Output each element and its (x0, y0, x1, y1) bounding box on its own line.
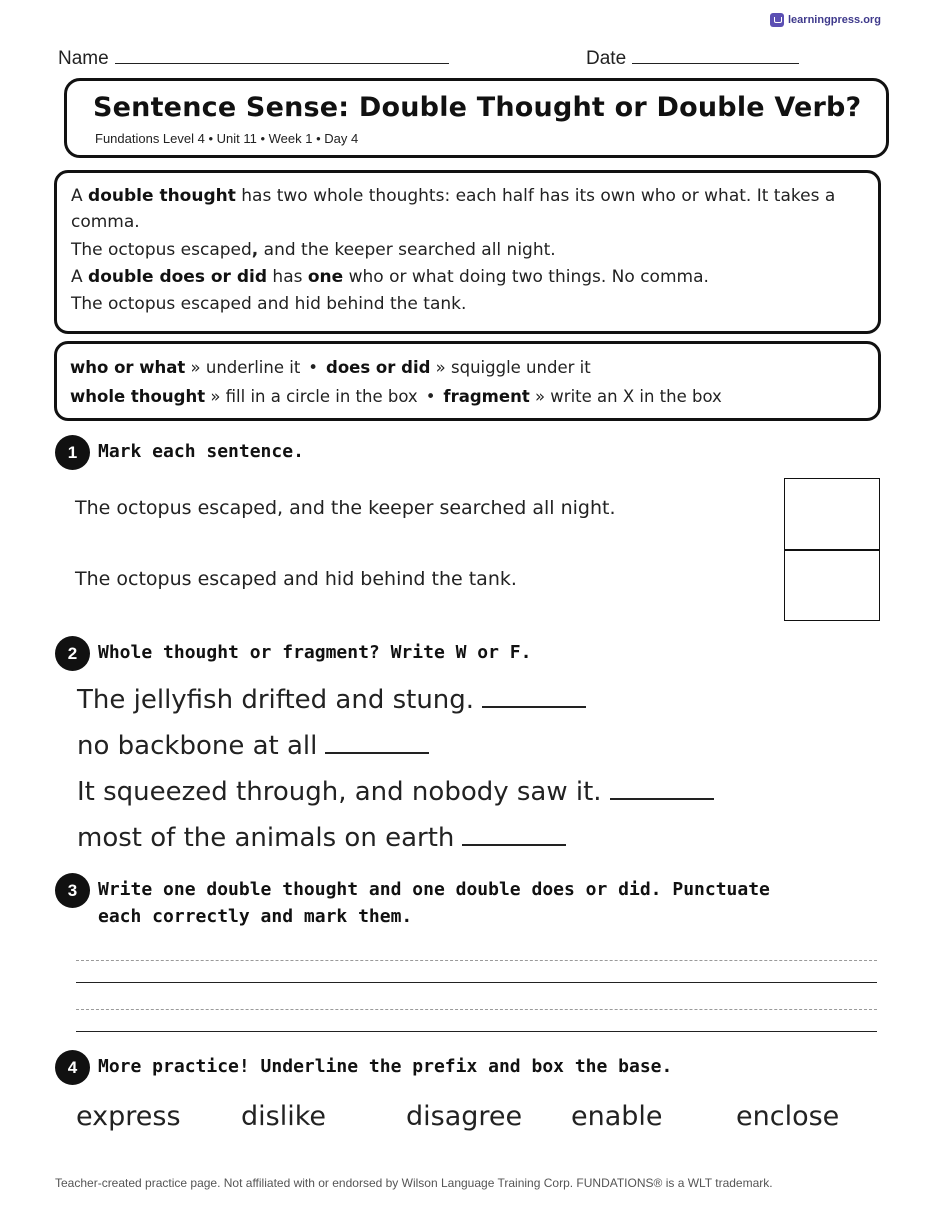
section-3-heading (55, 873, 815, 930)
marking-key-box (54, 341, 881, 421)
wf-item: The jellyfish drifted and stung. (77, 685, 586, 715)
section-instruction: Mark each sentence. (98, 441, 304, 462)
answer-blank[interactable] (482, 686, 586, 708)
practice-word[interactable]: enclose (736, 1101, 840, 1132)
date-field (586, 46, 799, 70)
term-double-thought: double thought (88, 186, 236, 206)
wf-item: It squeezed through, and nobody saw it. (77, 777, 714, 807)
brand-text: learningpress.org (788, 14, 881, 26)
sentence-2: The octopus escaped and hid behind the tank. (75, 568, 517, 590)
term-double-does-or-did: double does or did (88, 267, 268, 287)
date-label: Date (586, 48, 627, 69)
example-double-thought: The octopus escaped, and the keeper searched all night. (71, 240, 556, 260)
book-icon (770, 13, 784, 27)
practice-word[interactable]: express (76, 1101, 181, 1132)
title-box (64, 78, 889, 158)
name-label: Name (58, 48, 109, 69)
name-date-row (58, 46, 818, 70)
wf-item: no backbone at all (77, 731, 429, 761)
double-verb-definition: A double does or did has one who or what doing two things. No comma. (71, 267, 709, 287)
name-blank[interactable] (115, 46, 449, 64)
wf-item: most of the animals on earth (77, 823, 566, 853)
writing-line[interactable] (76, 982, 877, 983)
section-instruction: Write one double thought and one double does or did. Punctuate each correctly and mark them. (98, 879, 770, 927)
page-subtitle: Fundations Level 4 • Unit 11 • Week 1 • Day 4 (95, 131, 359, 146)
answer-box[interactable] (784, 478, 880, 551)
date-blank[interactable] (632, 46, 799, 64)
practice-word[interactable]: dislike (241, 1101, 326, 1132)
section-number: 2 (55, 636, 90, 671)
section-instruction: More practice! Underline the prefix and box the base. (98, 1056, 673, 1077)
brand-logo (770, 13, 881, 27)
section-number: 4 (55, 1050, 90, 1085)
answer-blank[interactable] (610, 778, 714, 800)
answer-blank[interactable] (462, 824, 566, 846)
example-double-verb: The octopus escaped and hid behind the tank. (71, 294, 467, 314)
footer-disclaimer: Teacher-created practice page. Not affiliated with or endorsed by Wilson Language Training Corp. FUNDATIONS® is a WLT trademark. (55, 1176, 773, 1190)
writing-guide-line (76, 960, 877, 961)
key-row: who or what » underline it • does or did » squiggle under it (70, 358, 591, 377)
section-number: 3 (55, 873, 90, 908)
section-1-heading (55, 435, 304, 470)
practice-word[interactable]: enable (571, 1101, 663, 1132)
name-field (58, 46, 449, 70)
answer-box[interactable] (784, 549, 880, 621)
double-thought-definition: A double thought has two whole thoughts: each half has its own who or what. It takes a comma. (71, 186, 836, 232)
key-row: whole thought » fill in a circle in the box • fragment » write an X in the box (70, 387, 722, 406)
section-2-heading (55, 636, 531, 671)
writing-guide-line (76, 1009, 877, 1010)
section-4-heading (55, 1050, 672, 1085)
section-instruction: Whole thought or fragment? Write W or F. (98, 642, 532, 663)
answer-blank[interactable] (325, 732, 429, 754)
section-number: 1 (55, 435, 90, 470)
definition-box (54, 170, 881, 334)
page-title: Sentence Sense: Double Thought or Double Verb? (93, 92, 862, 123)
sentence-1: The octopus escaped, and the keeper searched all night. (75, 497, 616, 519)
practice-word[interactable]: disagree (406, 1101, 523, 1132)
writing-line[interactable] (76, 1031, 877, 1032)
